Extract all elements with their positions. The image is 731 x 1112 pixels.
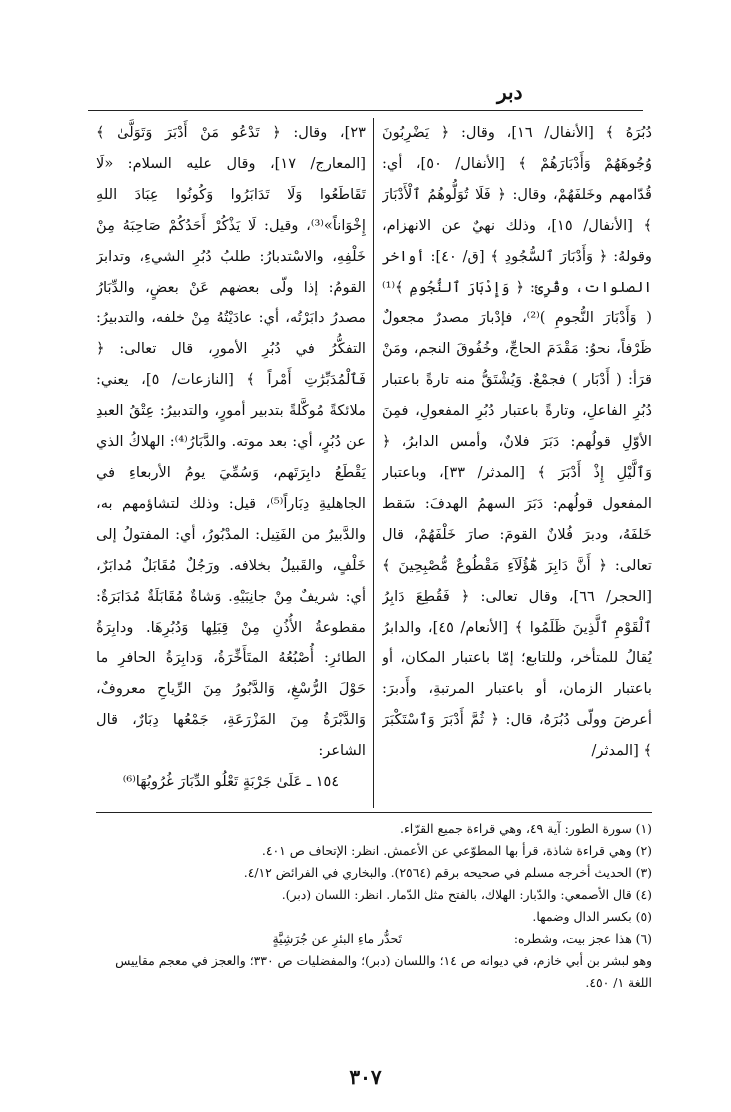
left-column-text: ٢٣]، وقال: ﴿ تَدْعُو مَنْ أَدْبَرَ وَتَوَلَّىٰ ﴾ [المعارج/ ١٧]، وقال عليه السلام: «لَا تَقَاطَعُوا وَلَا تَدَابَرُوا وَكُونُوا عِبَادَ اللهِ إِخْوَاناً»⁽³⁾، وقيل: لَا يَذْكُرْ أَحَدُكُمْ صَاحِبَهُ مِنْ خَلْفِهِ، والاسْتدبارُ: طلبُ دُبُرِ الشيءِ، وتدابرَ القومُ: إذا ولّى بعضهم عَنْ بعضٍ، والدِّبَارُ مصدرُ دابَرْتُه، أي: عادَيْتُهُ مِنْ خلفه، والتدبيرُ: التفكُّرُ في دُبُرِ الأمورِ، قال تعالى: ﴿ فَٱلْمُدَبِّرَٰتِ أَمْراً ﴾ [النازعات/ ٥]، يعني: ملائكةً مُوكَّلةً بتدبير أمورٍ، والتدبيرُ: عِتْقُ العبدِ عن دُبُرٍ، أي: بعد موته. والدَّبَارُ⁽⁴⁾: الهلاكُ الذي يَقْطَعُ دابِرَتَهم، وَسُمِّيَ يومُ الأربعاءِ في الجاهليةِ دِبَاراً⁽⁵⁾، قيل: وذلك لتشاؤمهم به، والدَّبيرُ من الفَتِيل: المدْبُورُ، أي: المفتولُ إلى خَلْفٍ، والقَبيلُ بخلافه. ورَجُلٌ مُقَابَلٌ مُدابَرٌ، أي: شريفٌ مِنْ جانِبَيْهِ. وَشاةٌ مُقَابَلَةٌ مُدَابَرَةٌ: مقطوعةُ الأُذُنِ مِنْ قِبَلِها وَدُبُرِهَا. ودابِرَةُ الطائرِ: أُصْبُعُهُ المتَأَخِّرَةُ، وَدابِرَةُ الحافرِ ما حَوْلَ الرُّسْغِ، وَالدَّبُورُ مِنَ الرِّياحِ معروفٌ، وَالدَّبْرَةُ مِنَ المَزْرَعَةِ، جَمْعُها دِبَارٌ، قال الشاعر:: [96, 124, 366, 760]
footnote-5: (٥) بكسر الدال وضمها.: [532, 909, 652, 924]
footnote-rule: [96, 812, 652, 813]
poem-verse: ١٥٤ ـ عَلَىٰ جَرْبَةٍ تَعْلُو الدِّبَارَ غُرُوبُهَا⁽⁶⁾: [122, 773, 340, 791]
column-divider: [373, 118, 374, 808]
footnote-6-verse: تَحدُّر ماءِ البئرِ عن جُرَشِيَّةٍ: [272, 931, 402, 946]
footnote-2: (٢) وهي قراءة شاذة، قرأ بها المطوّعي عن الأعمش. انظر: الإتحاف ص ٤٠١.: [261, 843, 652, 858]
footnote-6-source: وهو لبشر بن أبي خازم، في ديوانه ص ١٤؛ واللسان (دبر)؛ والمفضليات ص ٣٣٠؛ والعجز في معجم مقاييس اللغة ١/ ٤٥٠.: [115, 953, 652, 990]
page-number: ٣٠٧: [349, 1065, 382, 1089]
left-column: [96, 118, 366, 808]
footnote-4: (٤) قال الأصمعي: والدّبار: الهلاك، بالفتح مثل الدّمار. انظر: اللسان (دبر).: [281, 887, 652, 902]
footnote-6: (٦) هذا عجز بيت، وشطره:: [513, 931, 652, 946]
footnote-1: (١) سورة الطور: آية ٤٩، وهي قراءة جميع القرّاء.: [400, 821, 652, 836]
footnote-6-row: [96, 928, 652, 950]
header-title: دبر: [497, 80, 523, 104]
right-column-text: دُبُرَهُ ﴾ [الأنفال/ ١٦]، وقال: ﴿ يَضْرِبُونَ وُجُوهَهُمْ وَأَدْبَارَهُمْ ﴾ [الأنفال/ ٥٠]، أي: قُدّامهم وخَلفَهُمْ، وقال: ﴿ فَلَا تُوَلُّوهُمُ ٱلْأَدْبَارَ ﴾ [الأنفال/ ١٥]، وذلك نهيٌ عن الانهزام، وقولهُ: ﴿ وَأَدْبَارَ ٱلسُّجُودِ ﴾ [ق/ ٤٠]: أواخر الصلوات، وقُرِئ: ﴿ وَإِدْبَارَ ٱلنُّجُومِ ﴾⁽¹⁾ ( وَأَدْبَارَ النُّجومِ )⁽²⁾، فإدْبارَ مصدرٌ مجعولٌ ظَرْفاً، نحوُ: مَقْدَمَ الحاجِّ، وخُفُوقَ النجم، ومَنْ قرَأ: ( أَدْبَار ) فجمْعٌ. وَيُشْتَقُّ منه تارةً باعتبار دُبُرِ الفاعلِ، وتارةً باعتبار دُبُرِ المفعولِ، فمِنَ الأوّلِ قولُهم: دَبَرَ فلانٌ، وأمس الدابرُ، ﴿ وَٱلَّيْلِ إِذْ أَدْبَرَ ﴾ [المدثر/ ٣٣]، وباعتبار المفعول قولُهم: دَبَرَ السهمُ الهدفَ: سَقط خَلفَهُ، ودبرَ فُلانٌ القومَ: صارَ خَلْفَهُمْ، قال تعالى: ﴿ أَنَّ دَابِرَ هَٰٓؤُلَآءِ مَقْطُوعٌ مُّصْبِحِينَ ﴾ [الحجر/ ٦٦]، وقال تعالى: ﴿ فَقُطِعَ دَابِرُ ٱلْقَوْمِ ٱلَّذِينَ ظَلَمُوا ﴾ [الأنعام/ ٤٥]، والدابرُ يُقالُ للمتأخر، وللتابع؛ إمّا باعتبار المكان، أو باعتبار الزمان، أو باعتبار المرتبةِ، وأَدبرَ: أعرضَ وولّى دُبُرَهُ، قال: ﴿ ثُمَّ أَدْبَرَ وَٱسْتَكْبَرَ ﴾ [المدثر/: [382, 124, 652, 760]
footnote-3: (٣) الحديث أخرجه مسلم في صحيحه برقم (٢٥٦٤). والبخاري في الفرائض ٤/١٢.: [243, 865, 652, 880]
header-rule: [88, 110, 643, 111]
right-column: [382, 118, 652, 808]
footnotes: [96, 818, 652, 994]
